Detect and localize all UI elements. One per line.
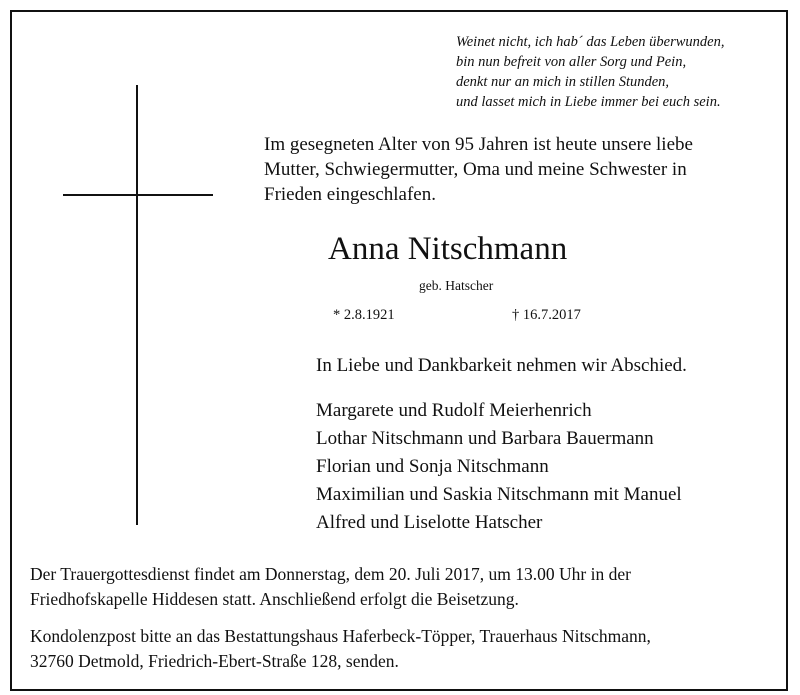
birth-date: * 2.8.1921: [333, 307, 395, 323]
poem-line: denkt nur an mich in stillen Stunden,: [456, 74, 670, 90]
mourner-entry: Florian und Sonja Nitschmann: [316, 456, 549, 477]
mourner-entry: Maximilian und Saskia Nitschmann mit Manuel: [316, 484, 682, 505]
intro-text: [264, 132, 784, 207]
deceased-name: Anna Nitschmann: [328, 231, 568, 267]
mourner-entry: Lothar Nitschmann und Barbara Bauermann: [316, 428, 654, 449]
maiden-name: geb. Hatscher: [419, 278, 494, 293]
condolence-line: Kondolenzpost bitte an das Bestattungshaus Haferbeck-Töpper, Trauerhaus Nitschmann,: [30, 626, 651, 646]
condolence-line: 32760 Detmold, Friedrich-Ebert-Straße 128, senden.: [30, 651, 399, 671]
service-info: [30, 562, 631, 612]
service-line: Friedhofskapelle Hiddesen statt. Anschließend erfolgt die Beisetzung.: [30, 589, 519, 609]
mourners-list: [316, 397, 682, 537]
intro-line: Im gesegneten Alter von 95 Jahren ist heute unsere liebe: [264, 134, 693, 155]
condolence-info: [30, 624, 651, 674]
intro-line: Frieden eingeschlafen.: [264, 184, 436, 205]
farewell-line: In Liebe und Dankbarkeit nehmen wir Abschied.: [316, 355, 687, 376]
poem-line: Weinet nicht, ich hab´ das Leben überwunden,: [456, 34, 725, 50]
poem-line: bin nun befreit von aller Sorg und Pein,: [456, 54, 687, 70]
cross-icon-horizontal: [63, 194, 213, 196]
cross-icon-vertical: [136, 85, 138, 525]
death-date: † 16.7.2017: [512, 307, 581, 323]
service-line: Der Trauergottesdienst findet am Donnerstag, dem 20. Juli 2017, um 13.00 Uhr in der: [30, 564, 631, 584]
mourner-entry: Alfred und Liselotte Hatscher: [316, 512, 543, 533]
poem-line: und lasset mich in Liebe immer bei euch sein.: [456, 94, 721, 110]
poem: [456, 32, 786, 112]
mourner-entry: Margarete und Rudolf Meierhenrich: [316, 400, 592, 421]
intro-line: Mutter, Schwiegermutter, Oma und meine Schwester in: [264, 159, 687, 180]
